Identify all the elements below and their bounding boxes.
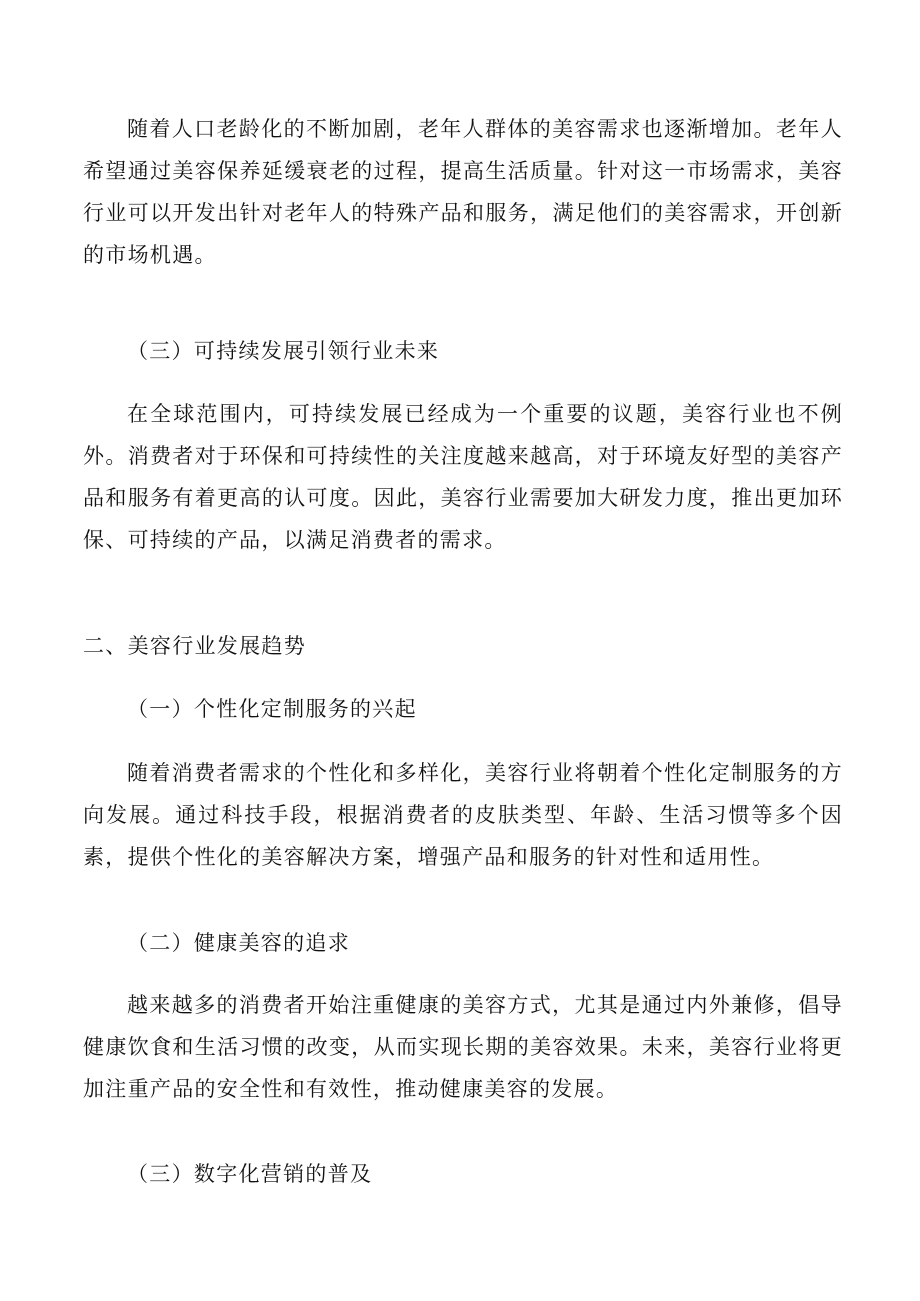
heading-sustainable-development: （三）可持续发展引领行业未来 xyxy=(127,339,440,363)
heading-industry-trends: 二、美容行业发展趋势 xyxy=(83,634,306,658)
paragraph-healthy-beauty: 越来越多的消费者开始注重健康的美容方式，尤其是通过内外兼修，倡导健康饮食和生活习惯的改变，从而实现长期的美容效果。未来，美容行业将更加注重产品的安全性和有效性，推动健康美容的发展。 xyxy=(83,993,843,1101)
paragraph-personalization: 随着消费者需求的个性化和多样化，美容行业将朝着个性化定制服务的方向发展。通过科技手段，根据消费者的皮肤类型、年龄、生活习惯等多个因素，提供个性化的美容解决方案，增强产品和服务的针对性和适用性。 xyxy=(83,761,843,869)
paragraph-elderly-demand: 随着人口老龄化的不断加剧，老年人群体的美容需求也逐渐增加。老年人希望通过美容保养延缓衰老的过程，提高生活质量。针对这一市场需求，美容行业可以开发出针对老年人的特殊产品和服务，满足他们的美容需求，开创新的市场机遇。 xyxy=(83,117,843,267)
heading-digital-marketing: （三）数字化营销的普及 xyxy=(127,1162,373,1186)
heading-healthy-beauty: （二）健康美容的追求 xyxy=(127,931,350,955)
heading-personalized-service: （一）个性化定制服务的兴起 xyxy=(127,697,417,721)
paragraph-sustainability: 在全球范围内，可持续发展已经成为一个重要的议题，美容行业也不例外。消费者对于环保和可持续性的关注度越来越高，对于环境友好型的美容产品和服务有着更高的认可度。因此，美容行业需要加大研发力度，推出更加环保、可持续的产品，以满足消费者的需求。 xyxy=(83,402,843,552)
